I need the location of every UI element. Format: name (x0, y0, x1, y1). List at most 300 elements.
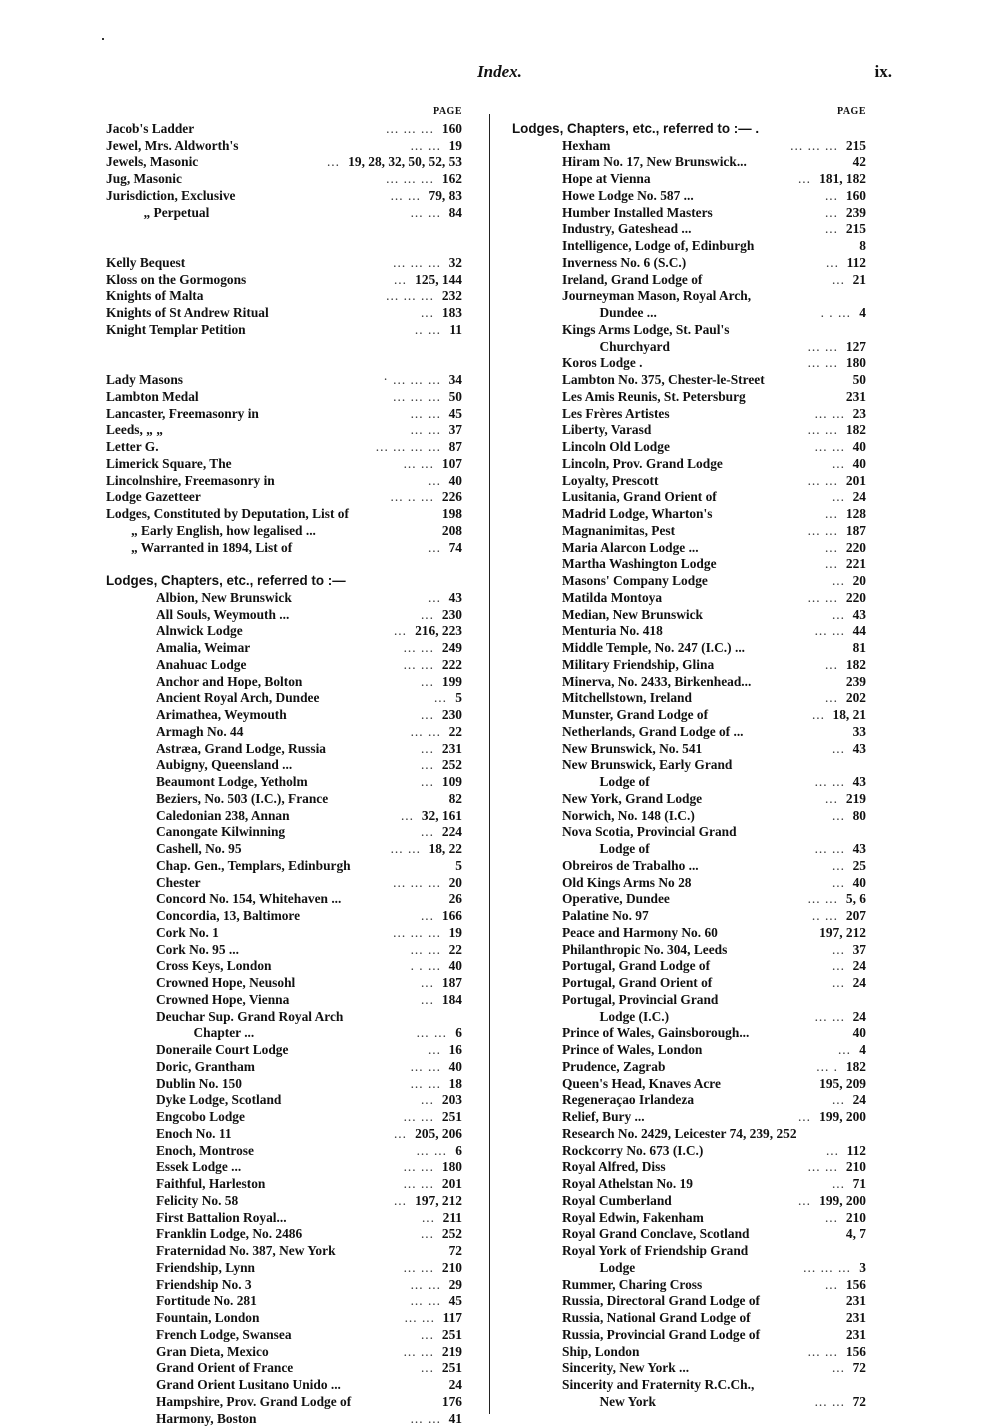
entry-text: Cork No. 95 ... (156, 942, 239, 959)
index-entry (512, 1360, 866, 1377)
entry-page: 24 (853, 958, 866, 975)
entry-page: 87 (449, 439, 462, 456)
index-entry (106, 623, 462, 640)
leader-dots: ... (421, 824, 434, 841)
leader-dots: ... (825, 205, 838, 222)
entry-page: 37 (853, 942, 866, 959)
entry-text: Alnwick Lodge (156, 623, 243, 640)
entry-page: 24 (853, 1009, 866, 1026)
entry-page: 40 (853, 875, 866, 892)
entry-page: 181, 182 (819, 171, 866, 188)
entry-text: Lodge (I.C.) (600, 1009, 670, 1026)
stray-mark (102, 38, 104, 40)
entry-page: 180 (846, 355, 866, 372)
entry-page: 21 (853, 272, 866, 289)
leader-dots: ... ... (411, 1411, 441, 1427)
entry-page: 216, 223 (415, 623, 462, 640)
entry-page: 20 (449, 875, 462, 892)
entry-text: Palatine No. 97 (562, 908, 649, 925)
entry-text: Martha Washington Lodge (562, 556, 717, 573)
leader-dots: ... (422, 1210, 435, 1227)
entry-text: Hiram No. 17, New Brunswick... (562, 154, 747, 171)
index-entry (512, 138, 866, 155)
entry-text: Churchyard (600, 339, 670, 356)
index-entry (106, 607, 462, 624)
leader-dots: ... (434, 690, 447, 707)
index-entry (106, 322, 462, 339)
entry-text: Madrid Lodge, Wharton's (562, 506, 712, 523)
entry-text: Friendship, Lynn (156, 1260, 255, 1277)
entry-page: 203 (442, 1092, 462, 1109)
entry-text: Queen's Head, Knaves Acre (562, 1076, 721, 1093)
entry-text: Mitchellstown, Ireland (562, 690, 692, 707)
entry-page: 224 (442, 824, 462, 841)
entry-page: 231 (846, 1310, 866, 1327)
leader-dots: ... (421, 757, 434, 774)
leader-dots: ... (832, 1360, 845, 1377)
index-entry (106, 674, 462, 691)
entry-page: 215 (846, 138, 866, 155)
entry-text: Anahuac Lodge (156, 657, 246, 674)
leader-dots: ... ... (405, 1310, 435, 1327)
index-entry (106, 1210, 462, 1227)
page-column-label: PAGE (512, 104, 866, 121)
entry-page: 156 (846, 1277, 866, 1294)
entry-text: Prudence, Zagrab (562, 1059, 665, 1076)
entry-page: 40 (853, 456, 866, 473)
index-entry (512, 741, 866, 758)
index-entry (106, 1042, 462, 1059)
entry-text: Chap. Gen., Templars, Edinburgh (156, 858, 351, 875)
leader-dots: ... ... (404, 1176, 434, 1193)
entry-text: Ship, London (562, 1344, 639, 1361)
index-entry (512, 439, 866, 456)
leader-dots: ... ... (411, 1076, 441, 1093)
entry-text: Knights of St Andrew Ritual (106, 305, 269, 322)
leader-dots: ... ... (808, 1344, 838, 1361)
entry-page: 156 (846, 1344, 866, 1361)
leader-dots: ... (832, 1176, 845, 1193)
index-entry (106, 975, 462, 992)
entry-page: 199, 200 (819, 1109, 866, 1126)
entry-page: 5 (455, 858, 462, 875)
index-entry (512, 1193, 866, 1210)
index-entry (512, 372, 866, 389)
index-entry (106, 1092, 462, 1109)
entry-page: 26 (449, 891, 462, 908)
leader-dots: ... ... (411, 422, 441, 439)
entry-text: New York (600, 1394, 656, 1411)
entry-text: Letter G. (106, 439, 159, 456)
entry-text: Peace and Harmony No. 60 (562, 925, 718, 942)
leader-dots: ... ... (411, 942, 441, 959)
entry-text: Research No. 2429, Leicester 74, 239, 252 (562, 1126, 797, 1143)
index-entry (512, 355, 866, 372)
entry-page: 81 (853, 640, 866, 657)
entry-text: Humber Installed Masters (562, 205, 713, 222)
entry-text: Lady Masons (106, 372, 183, 389)
index-entry (512, 506, 866, 523)
index-entry (512, 322, 866, 339)
blank-line (106, 355, 462, 372)
entry-text: Royal York of Friendship Grand (562, 1243, 748, 1260)
leader-dots: .. ... (812, 908, 838, 925)
index-entry (512, 590, 866, 607)
entry-text: Deuchar Sup. Grand Royal Arch (156, 1009, 343, 1026)
index-entry (106, 992, 462, 1009)
leader-dots: ... ... (815, 439, 845, 456)
entry-text: Enoch No. 11 (156, 1126, 232, 1143)
entry-text: Netherlands, Grand Lodge of ... (562, 724, 744, 741)
entry-page: 195, 209 (819, 1076, 866, 1093)
leader-dots: ... ... (808, 355, 838, 372)
entry-text: Industry, Gateshead ... (562, 221, 691, 238)
index-entry (512, 841, 866, 858)
leader-dots: ... ... (404, 1109, 434, 1126)
leader-dots: ... (401, 808, 414, 825)
entry-page: 182 (846, 657, 866, 674)
entry-text: Fraternidad No. 387, New York (156, 1243, 336, 1260)
leader-dots: ... ... (411, 1059, 441, 1076)
index-column-left (106, 104, 462, 1427)
index-entry (512, 1159, 866, 1176)
index-entry (106, 791, 462, 808)
index-entry (106, 389, 462, 406)
entry-page: 50 (449, 389, 462, 406)
leader-dots: ... (327, 154, 340, 171)
index-entry (512, 824, 866, 841)
index-entry (106, 1327, 462, 1344)
leader-dots: ... ... ... (386, 171, 434, 188)
entry-text: Maria Alarcon Lodge ... (562, 540, 699, 557)
entry-page: 230 (442, 607, 462, 624)
index-entry (512, 1076, 866, 1093)
entry-text: Russia, Directoral Grand Lodge of (562, 1293, 760, 1310)
leader-dots: ... (825, 221, 838, 238)
entry-page: 220 (846, 540, 866, 557)
leader-dots: ... (832, 272, 845, 289)
entry-text: Crowned Hope, Neusohl (156, 975, 295, 992)
index-entry (106, 154, 462, 171)
leader-dots: ... ... (815, 406, 845, 423)
leader-dots: ... (832, 489, 845, 506)
leader-dots: ... ... (815, 841, 845, 858)
entry-page: 44 (853, 623, 866, 640)
entry-text: Harmony, Boston (156, 1411, 256, 1427)
entry-page: 183 (442, 305, 462, 322)
index-entry (106, 171, 462, 188)
entry-page: 230 (442, 707, 462, 724)
entry-page: 43 (449, 590, 462, 607)
index-entry (512, 942, 866, 959)
entry-page: 33 (853, 724, 866, 741)
index-entry (512, 1226, 866, 1243)
entry-page: 18, 21 (833, 707, 866, 724)
entry-page: 24 (853, 975, 866, 992)
entry-text: Royal Edwin, Fakenham (562, 1210, 704, 1227)
entry-page: 41 (449, 1411, 462, 1427)
entry-page: 18 (449, 1076, 462, 1093)
index-entry (512, 523, 866, 540)
index-entry (512, 808, 866, 825)
leader-dots: ... ... (411, 1277, 441, 1294)
index-entry (106, 741, 462, 758)
entry-text: Cashell, No. 95 (156, 841, 242, 858)
entry-text: Canongate Kilwinning (156, 824, 285, 841)
entry-text: Cork No. 1 (156, 925, 219, 942)
entry-page: 221 (846, 556, 866, 573)
entry-page: 5 (455, 690, 462, 707)
entry-page: 20 (853, 573, 866, 590)
entry-text: Menturia No. 418 (562, 623, 663, 640)
entry-text: Portugal, Grand Orient of (562, 975, 712, 992)
entry-page: 16 (449, 1042, 462, 1059)
leader-dots: ... (394, 272, 407, 289)
entry-page: 211 (443, 1210, 462, 1227)
index-entry (106, 841, 462, 858)
leader-dots: ... ... (815, 1009, 845, 1026)
index-entry (106, 1159, 462, 1176)
entry-page: 112 (847, 255, 866, 272)
entry-text: Beaumont Lodge, Yetholm (156, 774, 308, 791)
entry-page: 45 (449, 406, 462, 423)
leader-dots: ... ... (417, 1025, 447, 1042)
entry-text: Arimathea, Weymouth (156, 707, 287, 724)
entry-page: 18, 22 (429, 841, 462, 858)
entry-text: New Brunswick, Early Grand (562, 757, 732, 774)
entry-page: 249 (442, 640, 462, 657)
index-entry (106, 205, 462, 222)
leader-dots: ... ... (411, 1293, 441, 1310)
entry-text: Masons' Company Lodge (562, 573, 708, 590)
leader-dots: ... ... (411, 406, 441, 423)
entry-text: Faithful, Harleston (156, 1176, 265, 1193)
index-entry (512, 154, 866, 171)
entry-page: 40 (853, 439, 866, 456)
index-entry (512, 1059, 866, 1076)
entry-page: 23 (853, 406, 866, 423)
index-entry (106, 657, 462, 674)
index-entry (512, 958, 866, 975)
entry-text: Concordia, 13, Baltimore (156, 908, 300, 925)
index-entry (106, 1126, 462, 1143)
leader-dots: ... (798, 1109, 811, 1126)
index-entry (512, 925, 866, 942)
leader-dots: ... (826, 255, 839, 272)
index-entry (512, 1327, 866, 1344)
entry-text: Lincolnshire, Freemasonry in (106, 473, 275, 490)
entry-text: Les Frères Artistes (562, 406, 670, 423)
entry-text: Lincoln Old Lodge (562, 439, 670, 456)
page-title: Index. (0, 62, 999, 82)
index-entry (106, 1277, 462, 1294)
leader-dots: ... (825, 657, 838, 674)
index-entry (106, 305, 462, 322)
entry-text: Royal Grand Conclave, Scotland (562, 1226, 749, 1243)
leader-dots: ... (394, 1193, 407, 1210)
entry-page: 32 (449, 255, 462, 272)
index-entry (512, 238, 866, 255)
entry-text: Intelligence, Lodge of, Edinburgh (562, 238, 754, 255)
index-entry (106, 1025, 462, 1042)
entry-text: Prince of Wales, Gainsborough... (562, 1025, 749, 1042)
leader-dots: ... (825, 556, 838, 573)
entry-text: Rockcorry No. 673 (I.C.) (562, 1143, 703, 1160)
index-entry (512, 1126, 866, 1143)
entry-text: Kelly Bequest (106, 255, 185, 272)
leader-dots: ... (825, 188, 838, 205)
entry-text: Grand Orient of France (156, 1360, 293, 1377)
index-entry (512, 975, 866, 992)
index-entry (106, 1143, 462, 1160)
entry-page: 4 (859, 1042, 866, 1059)
entry-text: Grand Orient Lusitano Unido ... (156, 1377, 341, 1394)
leader-dots: ... (421, 1327, 434, 1344)
index-entry (106, 690, 462, 707)
entry-text: Lambton Medal (106, 389, 199, 406)
entry-page: 251 (442, 1327, 462, 1344)
index-entry (512, 1176, 866, 1193)
entry-page: 251 (442, 1360, 462, 1377)
entry-text: Cross Keys, London (156, 958, 271, 975)
entry-text: Gran Dieta, Mexico (156, 1344, 269, 1361)
index-entry (512, 908, 866, 925)
entry-text: Royal Alfred, Diss (562, 1159, 666, 1176)
entry-text: Aubigny, Queensland ... (156, 757, 292, 774)
entry-text: Knights of Malta (106, 288, 203, 305)
entry-page: 232 (442, 288, 462, 305)
leader-dots: ... (798, 171, 811, 188)
leader-dots: ... ... ... (386, 121, 434, 138)
entry-text: Minerva, No. 2433, Birkenhead... (562, 674, 751, 691)
index-entry (512, 674, 866, 691)
entry-text: Russia, National Grand Lodge of (562, 1310, 751, 1327)
entry-text: Hope at Vienna (562, 171, 651, 188)
leader-dots: · ... ... ... (383, 372, 441, 389)
leader-dots: ... ... ... (393, 389, 441, 406)
leader-dots: . . ... (821, 305, 851, 322)
leader-dots: ... (421, 741, 434, 758)
index-entries-right (512, 121, 866, 1411)
index-entry (106, 1377, 462, 1394)
index-entry (512, 875, 866, 892)
index-entry (512, 1260, 866, 1277)
index-entry (106, 506, 462, 523)
entry-text: New Brunswick, No. 541 (562, 741, 702, 758)
entry-page: 160 (442, 121, 462, 138)
entry-page: 19, 28, 32, 50, 52, 53 (348, 154, 462, 171)
entry-text: Lodges, Chapters, etc., referred to :— . (512, 121, 759, 138)
index-entry (512, 255, 866, 272)
entry-page: 22 (449, 724, 462, 741)
leader-dots: ... (838, 1042, 851, 1059)
leader-dots: ... ... (808, 339, 838, 356)
index-entry (512, 623, 866, 640)
entry-page: 231 (846, 1327, 866, 1344)
entry-text: Chester (156, 875, 201, 892)
entry-page: 43 (853, 741, 866, 758)
leader-dots: ... (421, 305, 434, 322)
index-entry (512, 305, 866, 322)
leader-dots: ... (421, 1360, 434, 1377)
entry-text: Sincerity, New York ... (562, 1360, 689, 1377)
index-entry (512, 1344, 866, 1361)
index-entry (106, 1394, 462, 1411)
entry-text: Journeyman Mason, Royal Arch, (562, 288, 751, 305)
entry-text: Limerick Square, The (106, 456, 232, 473)
entry-text: Lambton No. 375, Chester-le-Street (562, 372, 765, 389)
entry-page: 4 (859, 305, 866, 322)
entry-text: First Battalion Royal... (156, 1210, 287, 1227)
entry-text: Essek Lodge ... (156, 1159, 241, 1176)
leader-dots: ... (428, 1042, 441, 1059)
entry-page: 231 (442, 741, 462, 758)
entry-text: All Souls, Weymouth ... (156, 607, 289, 624)
entry-text: Leeds, „ „ (106, 422, 163, 439)
entry-page: 215 (846, 221, 866, 238)
leader-dots: ... ... (808, 590, 838, 607)
index-entry (106, 942, 462, 959)
index-entry (512, 1042, 866, 1059)
entry-text: „ Perpetual (144, 205, 210, 222)
entry-text: Jurisdiction, Exclusive (106, 188, 235, 205)
index-entry (512, 607, 866, 624)
entry-text: Les Amis Reunis, St. Petersburg (562, 389, 746, 406)
blank-line (106, 339, 462, 356)
entry-text: Middle Temple, No. 247 (I.C.) ... (562, 640, 745, 657)
leader-dots: ... (825, 1277, 838, 1294)
leader-dots: ... (825, 690, 838, 707)
leader-dots: ... (832, 875, 845, 892)
leader-dots: ... .. ... (391, 489, 434, 506)
leader-dots: ... ... (391, 841, 421, 858)
entry-text: Military Friendship, Glina (562, 657, 714, 674)
index-entry (512, 791, 866, 808)
index-entry (512, 1293, 866, 1310)
entry-page: 252 (442, 757, 462, 774)
index-entry (106, 1360, 462, 1377)
entry-text: Crowned Hope, Vienna (156, 992, 289, 1009)
index-entry (106, 724, 462, 741)
entry-page: 80 (853, 808, 866, 825)
entry-text: Ireland, Grand Lodge of (562, 272, 702, 289)
index-entry (106, 288, 462, 305)
entry-page: 25 (853, 858, 866, 875)
index-entry (512, 1143, 866, 1160)
leader-dots: ... (832, 607, 845, 624)
index-entry (512, 422, 866, 439)
entry-text: Prince of Wales, London (562, 1042, 702, 1059)
leader-dots: ... ... (411, 138, 441, 155)
leader-dots: ... (825, 540, 838, 557)
leader-dots: ... (428, 473, 441, 490)
entry-text: Concord No. 154, Whitehaven ... (156, 891, 341, 908)
entry-page: 166 (442, 908, 462, 925)
entry-page: 205, 206 (415, 1126, 462, 1143)
index-entry (106, 439, 462, 456)
index-entry (106, 1310, 462, 1327)
index-entry (512, 171, 866, 188)
entry-text: Lodge Gazetteer (106, 489, 201, 506)
index-entry (106, 121, 462, 138)
index-entry (512, 657, 866, 674)
leader-dots: ... ... ... (803, 1260, 851, 1277)
entry-page: 219 (442, 1344, 462, 1361)
index-entry (512, 573, 866, 590)
entry-page: 74 (449, 540, 462, 557)
leader-dots: ... (421, 908, 434, 925)
entry-text: Doric, Grantham (156, 1059, 255, 1076)
